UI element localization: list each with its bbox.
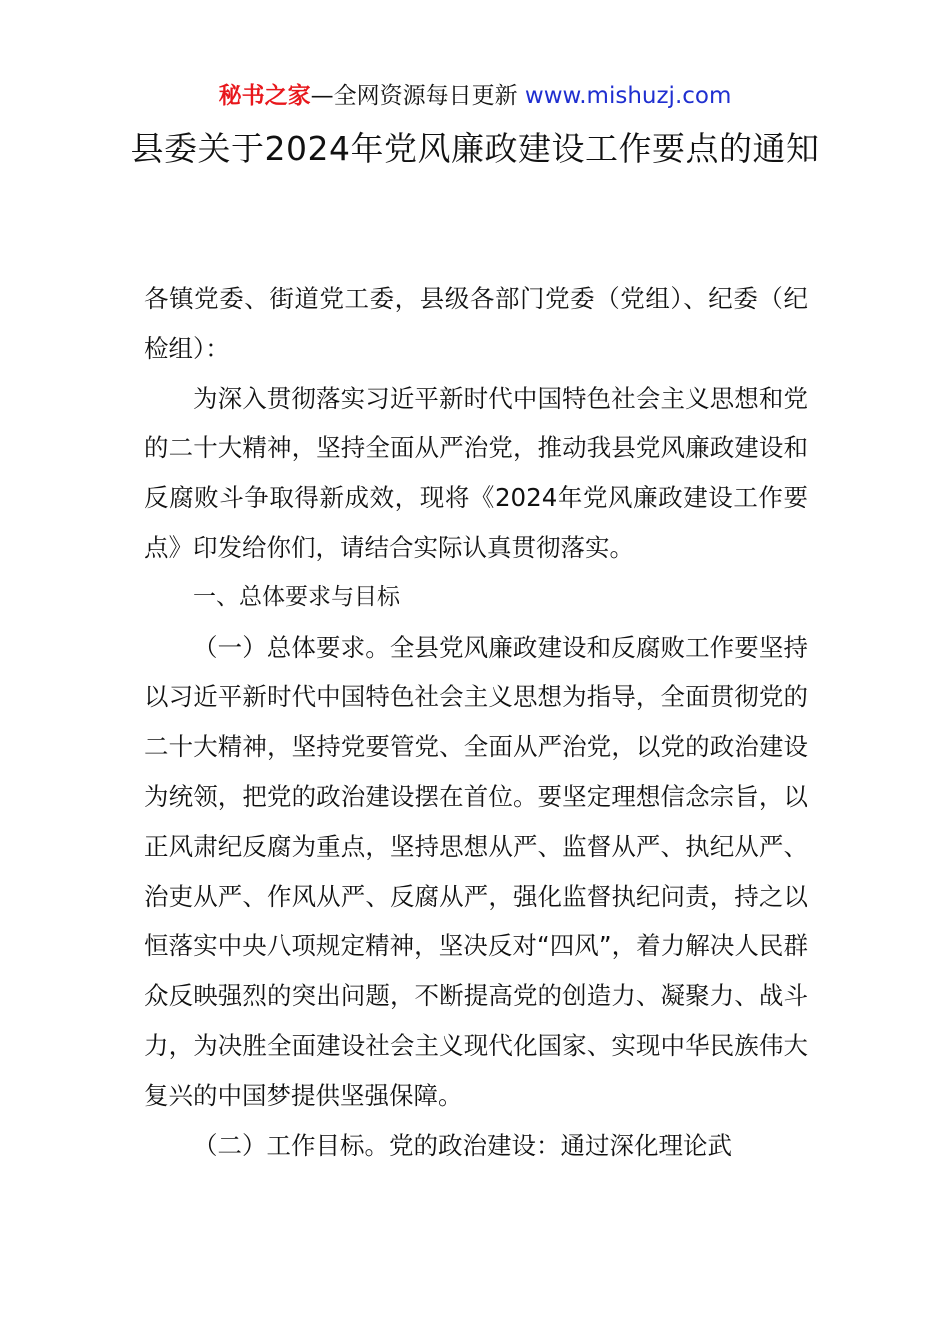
brand-name: 秘书之家 xyxy=(218,83,311,109)
paragraph-overall-requirements: （一）总体要求。全县党风廉政建设和反腐败工作要坚持以习近平新时代中国特色社会主义思想为指导，全面贯彻党的二十大精神，坚持党要管党、全面从严治党，以党的政治建设为统领，把党的政治建设摆在首位。要坚定理想信念宗旨，以正风肃纪反腐为重点，坚持思想从严、监督从严、执纪从严、治吏从严、作风从严、反腐从严，强化监督执纪问责，持之以恒落实中央八项规定精神，坚决反对“四风”，着力解决人民群众反映强烈的突出问题，不断提高党的创造力、凝聚力、战斗力，为决胜全面建设社会主义现代化国家、实现中华民族伟大复兴的中国梦提供坚强保障。 xyxy=(144,632,808,1110)
header-tagline: —全网资源每日更新 xyxy=(310,83,525,109)
section-heading: 一、总体要求与目标 xyxy=(193,583,400,610)
paragraph-work-goals: （二）工作目标。党的政治建设：通过深化理论武 xyxy=(193,1130,732,1160)
salutation: 各镇党委、街道党工委，县级各部门党委（党组）、纪委（纪检组）： xyxy=(144,284,808,363)
document-title: 县委关于2024年党风廉政建设工作要点的通知 xyxy=(130,129,820,168)
site-url-link[interactable]: www.mishuzj.com xyxy=(524,83,732,109)
document-body xyxy=(144,274,808,1170)
site-header xyxy=(0,80,950,112)
intro-paragraph: 为深入贯彻落实习近平新时代中国特色社会主义思想和党的二十大精神，坚持全面从严治党，推动我县党风廉政建设和反腐败斗争取得新成效，现将《2024年党风廉政建设工作要点》印发给你们，请结合实际认真贯彻落实。 xyxy=(144,383,808,562)
